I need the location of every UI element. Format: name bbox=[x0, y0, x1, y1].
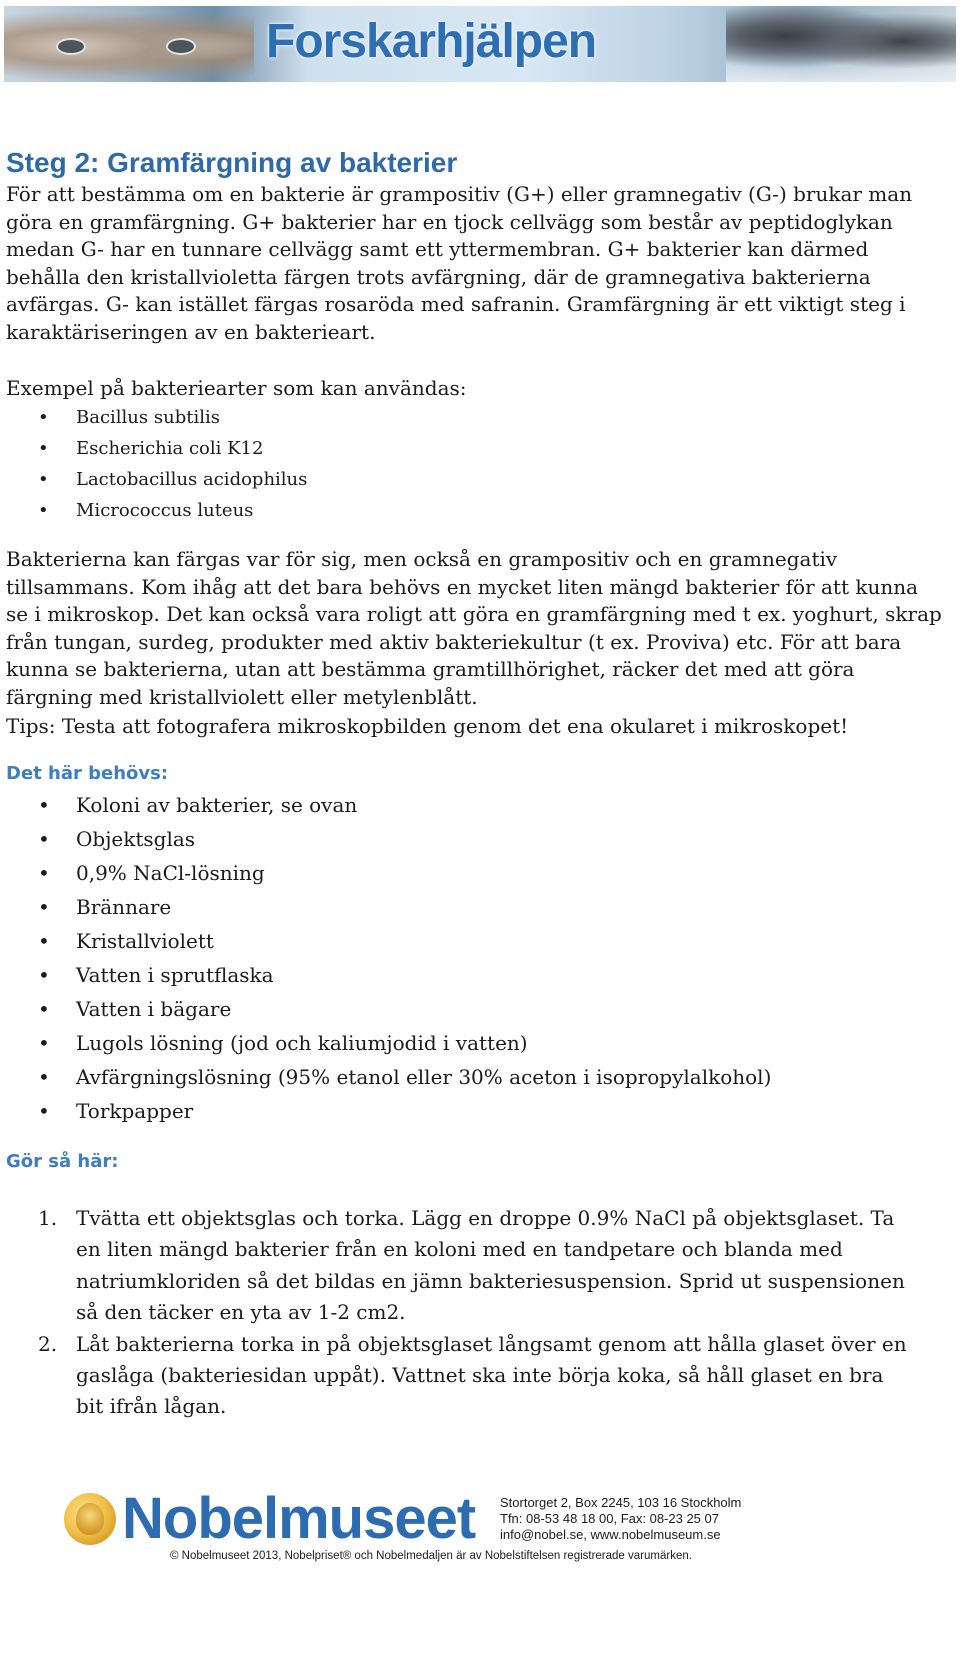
body-paragraph: Bakterierna kan färgas var för sig, men också en grampositiv och en gramnegativ tillsammans. Kom ihåg att det bara behövs en mycket liten mängd bakterier för att kunna se i mikroskop. Det kan också vara roligt att göra en gramfärgning med t ex. yoghurt, skrap från tungan, surdeg, produkter med aktiv bakteriekultur (t ex. Proviva) etc. För att bara kunna se bakterierna, utan att bestämma gramtillhörighet, räcker det med att göra färgning med kristallviolett eller metylenblått. bbox=[6, 547, 942, 709]
list-item: • Vatten i bägare bbox=[38, 992, 771, 1026]
step-number: 1. bbox=[38, 1206, 58, 1230]
step-text: Låt bakterierna torka in på objektsglaset långsamt genom att hålla glaset över en gaslåga (bakteriesidan uppåt). Vattnet ska inte börja koka, så håll glaset en bra bit ifrån lågan. bbox=[76, 1331, 907, 1419]
step-text: Tvätta ett objektsglas och torka. Lägg en droppe 0.9% NaCl på objektsglaset. Ta en liten mängd bakterier från en koloni med en tandpetare och blanda med natriumkloriden så det bildas en jämn bakteriesuspension. Sprid ut suspensionen så den täcker en yta av 1-2 cm2. bbox=[76, 1206, 905, 1325]
list-item: • Micrococcus luteus bbox=[38, 495, 307, 526]
header-banner bbox=[4, 6, 956, 82]
page-title: Steg 2: Gramfärgning av bakterier bbox=[6, 147, 458, 178]
banner-face-image bbox=[4, 6, 254, 82]
footer-contact bbox=[500, 1495, 741, 1543]
list-item: • Brännare bbox=[38, 890, 771, 924]
materials-list bbox=[38, 788, 771, 1128]
banner-eye-left bbox=[56, 38, 86, 55]
materials-heading: Det här behövs: bbox=[6, 763, 169, 784]
banner-title: Forskarhjälpen bbox=[266, 15, 597, 68]
footer-web: info@nobel.se, www.nobelmuseum.se bbox=[500, 1527, 721, 1542]
step-item bbox=[38, 1203, 908, 1329]
procedure-steps bbox=[38, 1203, 908, 1423]
list-item: • Kristallviolett bbox=[38, 924, 771, 958]
step-item bbox=[38, 1329, 908, 1423]
banner-eye-right bbox=[166, 38, 196, 55]
list-item: • Vatten i sprutflaska bbox=[38, 958, 771, 992]
banner-researchers-image bbox=[726, 6, 956, 82]
list-item: • Avfärgningslösning (95% etanol eller 30% aceton i isopropylalkohol) bbox=[38, 1060, 771, 1094]
step-number: 2. bbox=[38, 1331, 58, 1356]
list-item: • Lugols lösning (jod och kaliumjodid i vatten) bbox=[38, 1026, 771, 1060]
examples-lead: Exempel på bakteriearter som kan användas: bbox=[6, 376, 467, 400]
list-item: • Objektsglas bbox=[38, 822, 771, 856]
footer-phone: Tfn: 08-53 48 18 00, Fax: 08-23 25 07 bbox=[500, 1511, 719, 1526]
procedure-heading: Gör så här: bbox=[6, 1151, 119, 1172]
nobel-medal-logo bbox=[64, 1493, 116, 1545]
list-item: • Escherichia coli K12 bbox=[38, 433, 307, 464]
list-item: • 0,9% NaCl-lösning bbox=[38, 856, 771, 890]
list-item: • Lactobacillus acidophilus bbox=[38, 464, 307, 495]
footer-address: Stortorget 2, Box 2245, 103 16 Stockholm bbox=[500, 1495, 742, 1510]
intro-paragraph: För att bestämma om en bakterie är grampositiv (G+) eller gramnegativ (G-) brukar man göra en gramfärgning. G+ bakterier har en tjock cellvägg som består av peptidoglykan medan G- har en tunnare cellvägg samt ett yttermembran. G+ bakterier kan därmed behålla den kristallvioletta färgen trots avfärgning, där de gramnegativa bakterierna avfärgas. G- kan istället färgas rosaröda med safranin. Gramfärgning är ett viktigt steg i karaktäriseringen av en bakterieart. bbox=[6, 182, 913, 344]
footer-brand-name: Nobelmuseet bbox=[122, 1486, 476, 1551]
list-item: • Bacillus subtilis bbox=[38, 402, 307, 433]
examples-list bbox=[38, 402, 307, 526]
list-item: • Torkpapper bbox=[38, 1094, 771, 1128]
list-item: • Koloni av bakterier, se ovan bbox=[38, 788, 771, 822]
footer-copyright: © Nobelmuseet 2013, Nobelpriset® och Nobelmedaljen är av Nobelstiftelsen registrerade varumärken. bbox=[170, 1550, 692, 1562]
tips-paragraph: Tips: Testa att fotografera mikroskopbilden genom det ena okularet i mikroskopet! bbox=[6, 714, 849, 738]
